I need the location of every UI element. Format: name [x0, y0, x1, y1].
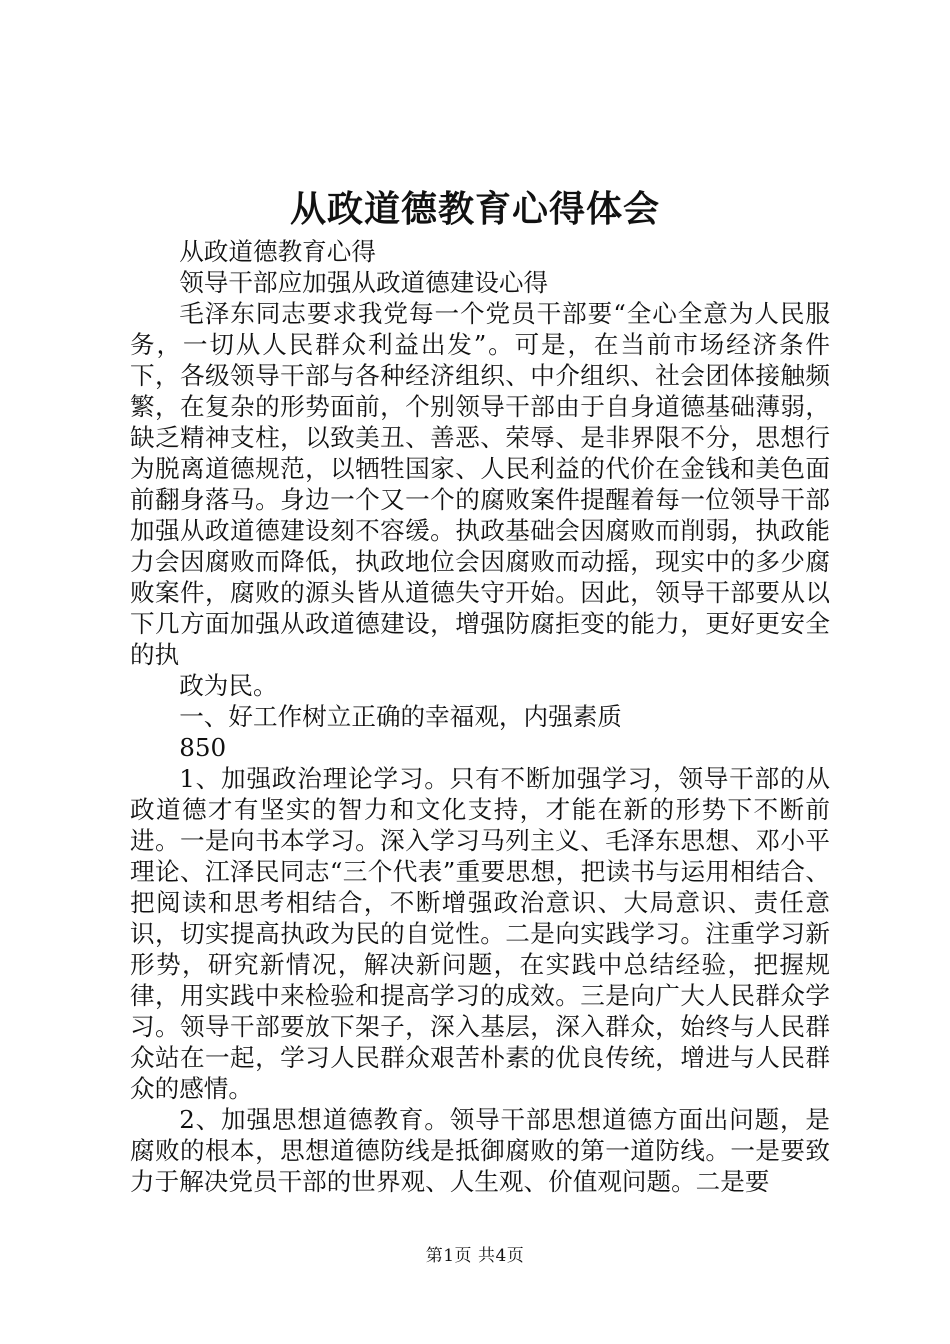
document-body	[130, 236, 830, 1197]
page-footer: 第1页 共4页	[425, 1246, 525, 1266]
paragraph-number: 850	[179, 733, 227, 762]
paragraph-subtitle: 从政道德教育心得	[179, 237, 376, 266]
paragraph-intro: 毛泽东同志要求我党每一个党员干部要“全心全意为人民服务，一切从人民群众利益出发”。可是，在当前市场经济条件下，各级领导干部与各种经济组织、中介组织、社会团体接触频繁，在复杂的形势面前，个别领导干部由于自身道德基础薄弱，缺乏精神支柱，以致美丑、善恶、荣辱、是非界限不分，思想行为脱离道德规范，以牺牲国家、人民利益的代价在金钱和美色面前翻身落马。身边一个又一个的腐败案件提醒着每一位领导干部加强从政道德建设刻不容缓。执政基础会因腐败而削弱，执政能力会因腐败而降低，执政地位会因腐败而动摇，现实中的多少腐败案件，腐败的源头皆从道德失守开始。因此，领导干部要从以下几方面加强从政道德建设，增强防腐拒变的能力，更好更安全的执	[130, 299, 830, 669]
paragraph-point-two: 2、加强思想道德教育。领导干部思想道德方面出问题，是腐败的根本，思想道德防线是抵御腐败的第一道防线。一是要致力于解决党员干部的世界观、人生观、价值观问题。二是要	[130, 1105, 830, 1196]
paragraph-heading: 领导干部应加强从政道德建设心得	[179, 268, 549, 297]
paragraph-intro-continued: 政为民。	[179, 671, 278, 700]
paragraph-point-one: 1、加强政治理论学习。只有不断加强学习，领导干部的从政道德才有坚实的智力和文化支持，才能在新的形势下不断前进。一是向书本学习。深入学习马列主义、毛泽东思想、邓小平理论、江泽民同志“三个代表”重要思想，把读书与运用相结合、把阅读和思考相结合，不断增强政治意识、大局意识、责任意识，切实提高执政为民的自觉性。二是向实践学习。注重学习新形势，研究新情况，解决新问题，在实践中总结经验，把握规律，用实践中来检验和提高学习的成效。三是向广大人民群众学习。领导干部要放下架子，深入基层，深入群众，始终与人民群众站在一起，学习人民群众艰苦朴素的优良传统，增进与人民群众的感情。	[130, 764, 830, 1103]
document-title: 从政道德教育心得体会	[289, 188, 660, 230]
section-heading-one: 一、好工作树立正确的幸福观，内强素质	[179, 702, 622, 731]
